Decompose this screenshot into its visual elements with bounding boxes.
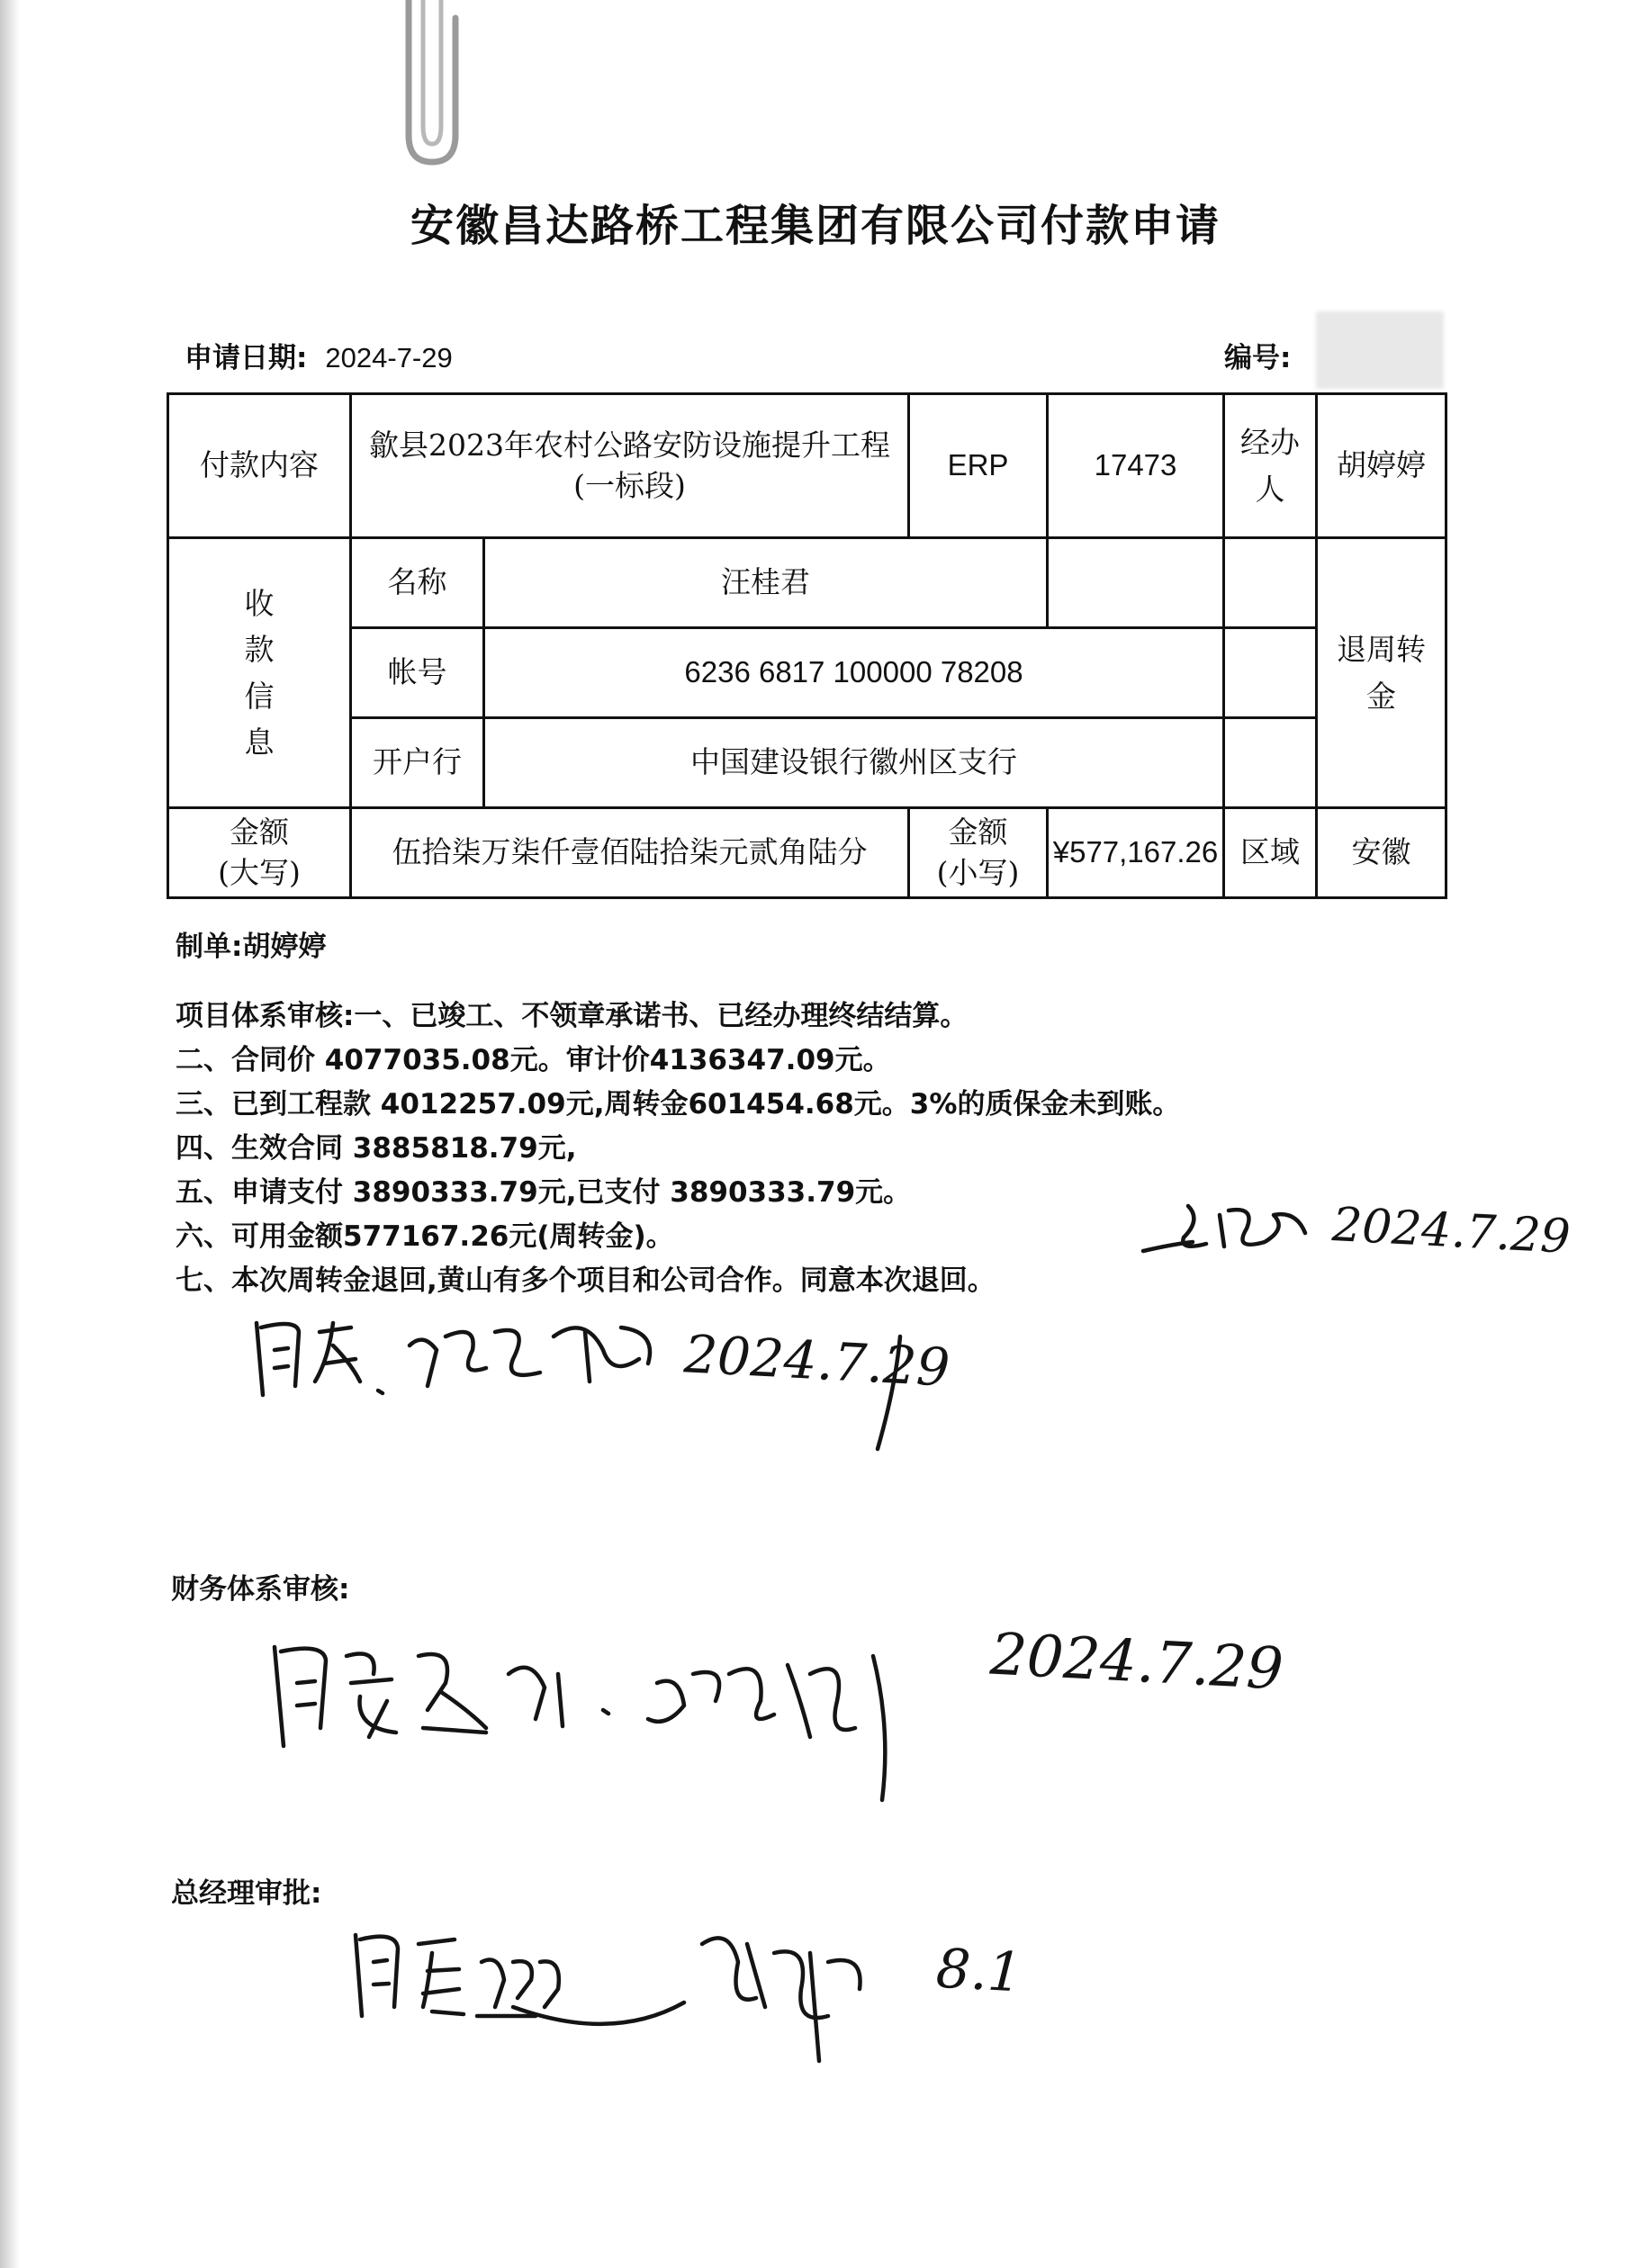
review-line: 五、申请支付 3890333.79元,已支付 3890333.79元。 <box>176 1176 912 1209</box>
redacted-serial-number <box>1316 311 1444 389</box>
payment-purpose: 退周转金 <box>1317 538 1446 808</box>
form-maker: 制单:胡婷婷 <box>176 931 327 963</box>
payment-content-value: 歙县2023年农村公路安防设施提升工程(一标段) <box>351 394 909 538</box>
signature-date: 8.1 <box>934 1937 1024 2005</box>
finance-review-label: 财务体系审核: <box>171 1573 350 1606</box>
empty-cell <box>1224 628 1317 718</box>
region-value: 安徽 <box>1317 808 1446 898</box>
handwritten-signature <box>1139 1188 1319 1269</box>
review-line: 二、合同价 4077035.08元。审计价4136347.09元。 <box>176 1044 891 1076</box>
payee-info-label: 收款信息 <box>168 538 351 808</box>
signature-date: 2024.7.29 <box>1330 1198 1572 1264</box>
payment-content-label: 付款内容 <box>168 394 351 538</box>
amount-upper-label: 金额 (大写) <box>168 808 351 898</box>
gm-approval-label: 总经理审批: <box>171 1877 322 1910</box>
handler-label: 经办人 <box>1224 394 1317 538</box>
region-label: 区域 <box>1224 808 1317 898</box>
empty-cell <box>1224 538 1317 628</box>
page-title: 安徽昌达路桥工程集团有限公司付款申请 <box>410 201 1221 251</box>
account-value: 6236 6817 100000 78208 <box>484 628 1224 718</box>
signature-date: 2024.7.29 <box>682 1323 951 1399</box>
review-line: 四、生效合同 3885818.79元, <box>176 1132 577 1165</box>
date-value: 2024-7-29 <box>325 342 453 374</box>
paper-clip-icon <box>396 0 468 171</box>
amount-lower-value: ¥577,167.26 <box>1048 808 1224 898</box>
erp-value: 17473 <box>1048 394 1224 538</box>
review-line: 六、可用金额577167.26元(周转金)。 <box>176 1220 674 1253</box>
application-date <box>185 335 453 375</box>
amount-upper-value: 伍拾柒万柒仟壹佰陆拾柒元贰角陆分 <box>351 808 909 898</box>
review-line: 三、已到工程款 4012257.09元,周转金601454.68元。3%的质保金未到账。 <box>176 1088 1181 1120</box>
handwritten-signature <box>243 1296 675 1422</box>
bank-value: 中国建设银行徽州区支行 <box>484 718 1224 808</box>
payee-name-value: 汪桂君 <box>484 538 1048 628</box>
review-line: 七、本次周转金退回,黄山有多个项目和公司合作。同意本次退回。 <box>176 1264 996 1297</box>
erp-label: ERP <box>909 394 1048 538</box>
handwritten-signature <box>261 1620 963 1809</box>
date-label: 申请日期: <box>185 342 308 374</box>
signature-tail-stroke <box>864 1332 918 1458</box>
serial-number-label: 编号: <box>1224 342 1292 374</box>
payee-name-label: 名称 <box>351 538 484 628</box>
scan-edge-shadow <box>0 0 20 2268</box>
review-line: 项目体系审核:一、已竣工、不领章承诺书、已经办理终结结算。 <box>176 1000 969 1032</box>
amount-lower-label: 金额 (小写) <box>909 808 1048 898</box>
empty-cell <box>1048 538 1224 628</box>
empty-cell <box>1224 718 1317 808</box>
handler-value: 胡婷婷 <box>1317 394 1446 538</box>
handwritten-signature <box>342 1908 900 2088</box>
payment-table <box>167 392 1447 899</box>
signature-date: 2024.7.29 <box>988 1621 1285 1704</box>
bank-label: 开户行 <box>351 718 484 808</box>
review-section <box>176 925 1180 1303</box>
account-label: 帐号 <box>351 628 484 718</box>
